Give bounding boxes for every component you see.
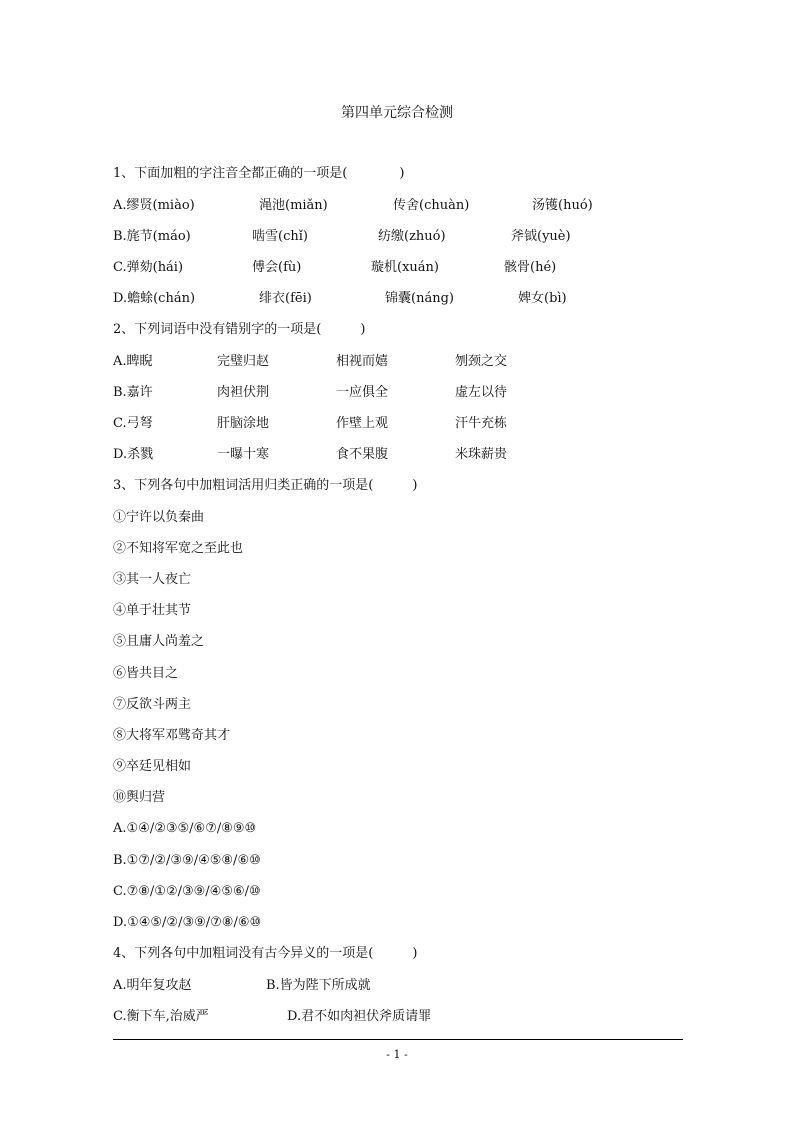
option-cell: 完璧归赵 [217, 354, 270, 369]
question-3-item: ⑥皆共目之 [113, 666, 179, 681]
option-cell: 一应俱全 [336, 385, 389, 400]
option-cell: 肉袒伏荆 [217, 385, 270, 400]
question-3-item: ⑨卒廷见相如 [113, 759, 192, 774]
option-cell: 传舍(chuàn) [393, 198, 470, 213]
option-cell: D.杀戮 [113, 447, 154, 462]
option-cell: B.嘉许 [113, 385, 153, 400]
question-3-item: ⑩舆归营 [113, 790, 166, 805]
question-3-item: ⑧大将军邓骘奇其才 [113, 728, 231, 743]
question-3-option-a: A.①④/②③⑤/⑥⑦/⑧⑨⑩ [113, 821, 257, 836]
option-cell: 渑池(miǎn) [259, 198, 328, 213]
question-3-item: ⑦反欲斗两主 [113, 697, 192, 712]
option-cell: 纺缴(zhuó) [378, 229, 446, 244]
option-cell: 刎颈之交 [455, 354, 508, 369]
page-title: 第四单元综合检测 [341, 105, 453, 121]
option-cell: 婢女(bì) [518, 291, 567, 306]
option-cell: 虚左以待 [455, 385, 508, 400]
option-cell: 相视而嬉 [336, 354, 389, 369]
option-cell: A.缪贤(miào) [113, 198, 195, 213]
option-cell: 食不果腹 [336, 447, 389, 462]
question-3-option-c: C.⑦⑧/①②/③⑨/④⑤⑥/⑩ [113, 884, 261, 899]
option-cell: 一曝十寒 [217, 447, 270, 462]
option-cell: C.衡下车,治威严 [113, 1009, 209, 1024]
option-cell: D.蟾蜍(chán) [113, 291, 196, 306]
question-3-item: ②不知将军宽之至此也 [113, 541, 244, 556]
footer-divider [113, 1039, 683, 1040]
question-3-item: ④单于壮其节 [113, 603, 192, 618]
option-cell: C.弓弩 [113, 416, 153, 431]
option-cell: 作壁上观 [336, 416, 389, 431]
option-cell: 斧钺(yuè) [511, 229, 571, 244]
option-cell: 骸骨(hé) [504, 260, 557, 275]
option-cell: 肝脑涂地 [217, 416, 270, 431]
option-cell: 啮雪(chǐ) [252, 229, 308, 244]
option-cell: A.明年复攻赵 [113, 978, 192, 993]
option-cell: 汗牛充栋 [455, 416, 508, 431]
option-cell: A.睥睨 [113, 354, 153, 369]
option-cell: 锦囊(náng) [385, 291, 454, 306]
option-cell: B.旄节(máo) [113, 229, 191, 244]
question-3-item: ⑤且庸人尚羞之 [113, 634, 205, 649]
option-cell: C.弹劾(hái) [113, 260, 184, 275]
question-2-stem: 2、下列词语中没有错别字的一项是( ) [113, 322, 366, 337]
question-1-stem: 1、下面加粗的字注音全都正确的一项是( ) [113, 166, 405, 181]
option-cell: 绯衣(fēi) [259, 291, 312, 306]
option-cell: 米珠薪贵 [455, 447, 508, 462]
question-3-item: ③其一人夜亡 [113, 572, 192, 587]
question-3-option-b: B.①⑦/②/③⑨/④⑤⑧/⑥⑩ [113, 853, 261, 868]
option-cell: B.皆为陛下所成就 [266, 978, 371, 993]
option-cell: 璇机(xuán) [371, 260, 439, 275]
question-4-stem: 4、下列各句中加粗词没有古今异义的一项是( ) [113, 946, 418, 961]
page-number: - 1 - [386, 1048, 408, 1061]
question-3-item: ①宁许以负秦曲 [113, 510, 205, 525]
option-cell: 傅会(fù) [252, 260, 302, 275]
option-cell: 汤镬(huó) [532, 198, 593, 213]
option-cell: D.君不如肉袒伏斧质请罪 [287, 1009, 432, 1024]
question-3-option-d: D.①④⑤/②/③⑨/⑦⑧/⑥⑩ [113, 915, 262, 930]
question-3-stem: 3、下列各句中加粗词活用归类正确的一项是( ) [113, 478, 418, 493]
